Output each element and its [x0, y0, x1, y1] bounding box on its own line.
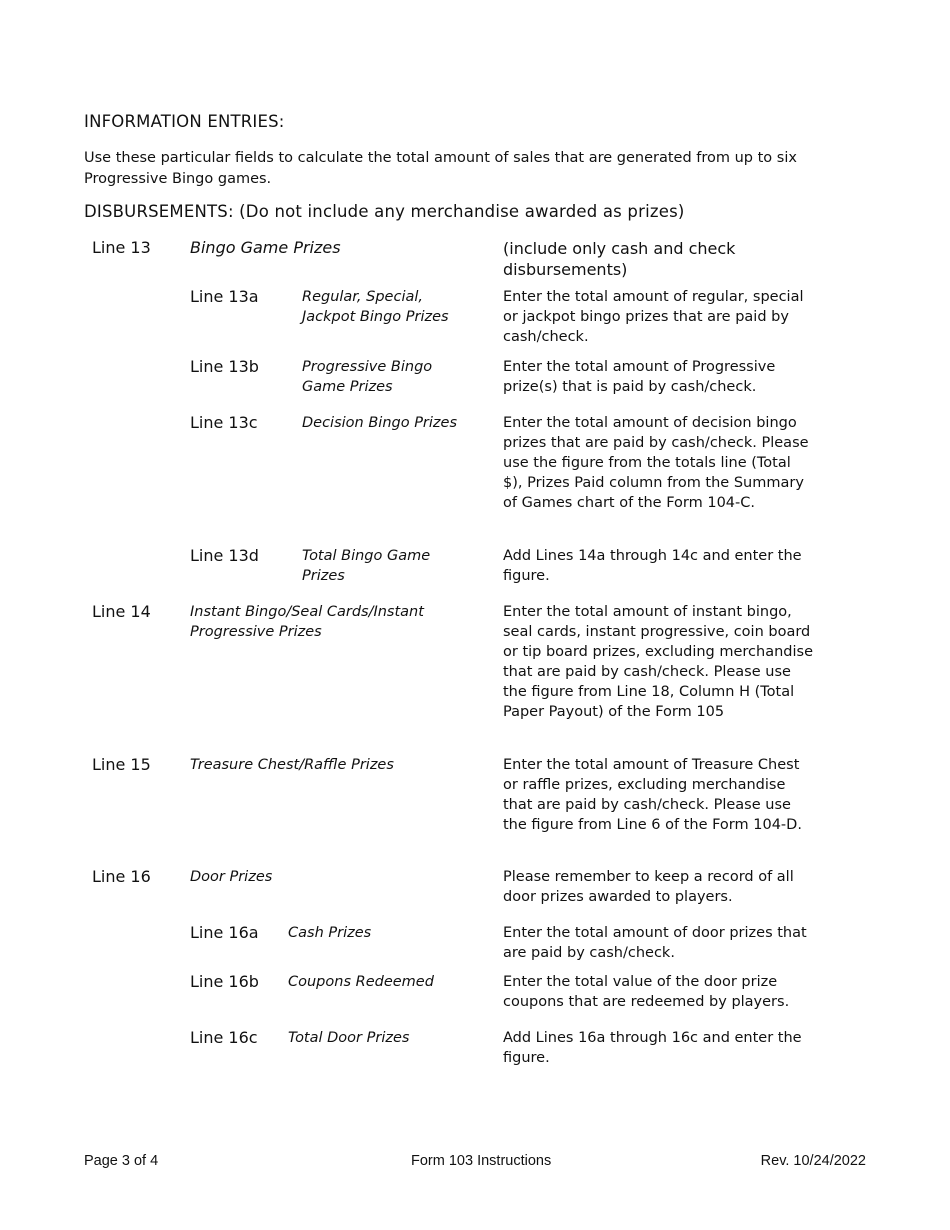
line-title: Total Door Prizes [288, 1030, 410, 1046]
line-label: Line 16c [190, 1028, 258, 1047]
line-description: Add Lines 16a through 16c and enter the figure. [503, 1030, 802, 1066]
line-title: Decision Bingo Prizes [302, 415, 458, 431]
footer-page-number: Page 3 of 4 [84, 1153, 159, 1169]
line-label: Line 13 [92, 238, 151, 257]
info-text: Use these particular fields to calculate the total amount of sales that are generated from up to six Progressive Bingo games. [84, 150, 797, 187]
disbursements-heading: DISBURSEMENTS: (Do not include any merchandise awarded as prizes) [84, 202, 685, 221]
line-title: Cash Prizes [288, 925, 372, 941]
line-title: Instant Bingo/Seal Cards/Instant Progressive Prizes [190, 604, 424, 640]
info-heading: INFORMATION ENTRIES: [84, 112, 285, 131]
line-description: Enter the total value of the door prize coupons that are redeemed by players. [503, 974, 790, 1010]
line-description: Add Lines 14a through 14c and enter the figure. [503, 548, 802, 584]
line-description: Enter the total amount of decision bingo prizes that are paid by cash/check. Please use the figure from the totals line (Total $), Prizes Paid column from the Summary of Games chart of the Form 104-C. [503, 415, 809, 511]
line-label: Line 13b [190, 357, 259, 376]
line-label: Line 16 [92, 867, 151, 886]
line-label: Line 14 [92, 602, 151, 621]
line-label: Line 15 [92, 755, 151, 774]
line-description: (include only cash and check disbursements) [503, 239, 736, 279]
line-description: Enter the total amount of regular, special or jackpot bingo prizes that are paid by cash/check. [503, 289, 804, 345]
line-title: Coupons Redeemed [288, 974, 434, 990]
line-description: Please remember to keep a record of all door prizes awarded to players. [503, 869, 794, 905]
line-label: Line 13c [190, 413, 258, 432]
footer-form-title: Form 103 Instructions [411, 1153, 552, 1169]
line-title: Progressive Bingo Game Prizes [302, 359, 433, 395]
line-label: Line 16b [190, 972, 259, 991]
line-title: Regular, Special, Jackpot Bingo Prizes [302, 289, 449, 325]
line-title: Total Bingo Game Prizes [302, 548, 431, 584]
line-description: Enter the total amount of Treasure Chest or raffle prizes, excluding merchandise that are paid by cash/check. Please use the figure from Line 6 of the Form 104-D. [503, 757, 802, 833]
line-label: Line 16a [190, 923, 259, 942]
line-label: Line 13d [190, 546, 259, 565]
line-description: Enter the total amount of instant bingo, seal cards, instant progressive, coin board or tip board prizes, excluding merchandise that are paid by cash/check. Please use the figure from Line 18, Column H (Total Paper Payout) of the Form 105 [503, 604, 814, 720]
line-title: Bingo Game Prizes [190, 238, 341, 257]
line-title: Door Prizes [190, 869, 273, 885]
footer-revision: Rev. 10/24/2022 [760, 1153, 866, 1169]
line-label: Line 13a [190, 287, 259, 306]
line-description: Enter the total amount of door prizes that are paid by cash/check. [503, 925, 807, 961]
line-title: Treasure Chest/Raffle Prizes [190, 757, 394, 773]
line-description: Enter the total amount of Progressive prize(s) that is paid by cash/check. [503, 359, 776, 395]
